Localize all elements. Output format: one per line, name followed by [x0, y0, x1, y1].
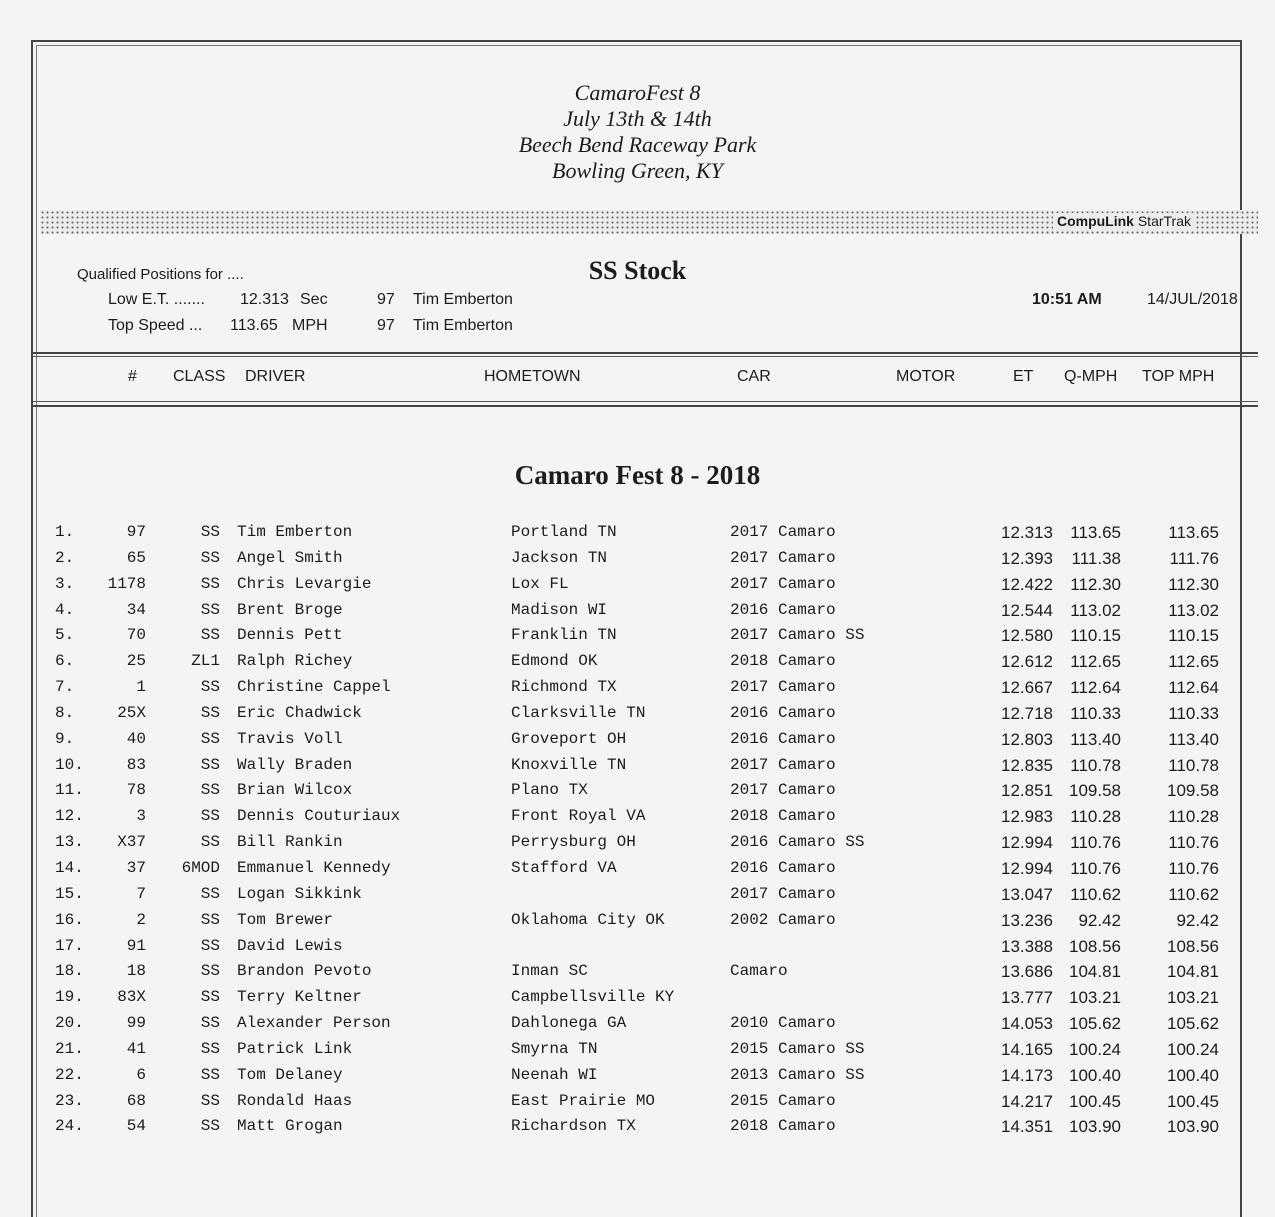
car-model: 2017 Camaro	[730, 755, 836, 774]
hometown: Knoxville TN	[511, 755, 627, 774]
car-class: SS	[200, 574, 220, 593]
top-speed-row	[0, 317, 1275, 339]
row-position: 4.	[55, 600, 75, 619]
car-number: 1178	[107, 574, 146, 593]
header-rule-bottom-inner	[33, 401, 1258, 402]
car-class: SS	[200, 755, 220, 774]
hometown: Richardson TX	[511, 1117, 636, 1136]
elapsed-time: 13.686	[1001, 962, 1053, 982]
elapsed-time: 14.173	[1001, 1065, 1053, 1085]
hometown: Franklin TN	[511, 626, 617, 645]
elapsed-time: 12.718	[1001, 703, 1053, 723]
top-mph: 108.56	[1167, 936, 1219, 956]
top-mph: 103.90	[1167, 1117, 1219, 1137]
qualifying-mph: 103.21	[1069, 988, 1121, 1008]
hometown: Plano TX	[511, 781, 588, 800]
hometown: Richmond TX	[511, 678, 617, 697]
qualifying-mph: 111.38	[1071, 548, 1121, 568]
driver-name: Rondald Haas	[237, 1091, 353, 1110]
row-position: 2.	[55, 548, 75, 567]
table-row	[0, 676, 1275, 702]
table-row	[0, 754, 1275, 780]
car-class: 6MOD	[181, 858, 220, 877]
car-number: 97	[126, 523, 146, 541]
car-model: 2018 Camaro	[730, 1117, 836, 1136]
driver-name: Tom Brewer	[237, 910, 334, 929]
car-model: 2017 Camaro	[730, 548, 836, 567]
row-position: 17.	[55, 936, 84, 955]
top-mph: 105.62	[1167, 1014, 1219, 1034]
car-model: 2016 Camaro	[730, 600, 836, 619]
top-mph: 112.64	[1168, 678, 1219, 698]
car-number: 54	[126, 1117, 146, 1136]
table-row	[0, 1090, 1275, 1116]
elapsed-time: 12.667	[1001, 678, 1053, 698]
top-speed-value: 113.65	[230, 317, 278, 334]
driver-name: Matt Grogan	[237, 1117, 343, 1136]
qualifying-mph: 110.15	[1070, 626, 1121, 646]
class-title: SS Stock	[588, 256, 687, 285]
driver-name: Brian Wilcox	[237, 781, 353, 800]
car-number: 25X	[117, 703, 146, 722]
car-number: 34	[126, 600, 146, 619]
elapsed-time: 12.983	[1001, 807, 1053, 827]
hometown: Clarksville TN	[511, 703, 646, 722]
hometown: Edmond OK	[511, 652, 598, 671]
col-car: CAR	[737, 368, 771, 385]
qualifying-mph: 105.62	[1069, 1014, 1121, 1034]
car-class: SS	[200, 833, 220, 852]
hometown: Neenah WI	[511, 1065, 598, 1084]
car-number: 99	[126, 1014, 146, 1033]
hometown: Lox FL	[511, 574, 569, 593]
table-row	[0, 1012, 1275, 1038]
qualifying-mph: 110.62	[1070, 884, 1121, 904]
results-table	[0, 521, 1275, 1141]
car-number: 91	[126, 936, 146, 955]
top-mph: 110.76	[1168, 833, 1219, 853]
table-row	[0, 1038, 1275, 1064]
car-number: X37	[117, 833, 146, 852]
hometown: Dahlonega GA	[511, 1014, 627, 1033]
brand-startrak: StarTrak	[1137, 213, 1191, 229]
elapsed-time: 13.388	[1001, 936, 1053, 956]
table-row	[0, 1064, 1275, 1090]
table-row	[0, 909, 1275, 935]
car-class: SS	[200, 1117, 220, 1136]
table-row	[0, 1115, 1275, 1141]
row-position: 18.	[55, 962, 84, 981]
top-mph: 110.62	[1168, 884, 1219, 904]
row-position: 3.	[55, 574, 75, 593]
car-number: 40	[126, 729, 146, 748]
col-top-mph: TOP MPH	[1142, 368, 1215, 385]
top-mph: 110.76	[1168, 858, 1219, 878]
qualified-label: Qualified Positions for ....	[77, 266, 244, 283]
top-mph: 110.15	[1168, 626, 1219, 646]
col-qmph: Q-MPH	[1064, 368, 1118, 385]
elapsed-time: 12.580	[1001, 626, 1053, 646]
car-number: 18	[126, 962, 146, 981]
driver-name: Tom Delaney	[237, 1065, 343, 1084]
driver-name: Dennis Couturiaux	[237, 807, 401, 826]
table-row	[0, 935, 1275, 961]
car-model: 2017 Camaro	[730, 574, 836, 593]
low-et-label: Low E.T. .......	[108, 291, 205, 308]
driver-name: Christine Cappel	[237, 678, 391, 697]
elapsed-time: 14.165	[1001, 1039, 1053, 1059]
col-class: CLASS	[173, 368, 226, 385]
car-model: Camaro	[730, 962, 788, 981]
elapsed-time: 12.994	[1001, 858, 1053, 878]
row-position: 9.	[55, 729, 75, 748]
top-mph: 103.21	[1167, 988, 1219, 1008]
car-model: 2016 Camaro	[730, 703, 836, 722]
driver-name: Alexander Person	[237, 1014, 391, 1033]
car-model: 2015 Camaro SS	[730, 1039, 865, 1058]
qualifying-mph: 112.64	[1070, 678, 1121, 698]
table-row	[0, 624, 1275, 650]
header-rule-bottom	[33, 405, 1258, 407]
car-class: SS	[200, 807, 220, 826]
top-mph: 92.42	[1176, 910, 1219, 930]
low-et-value: 12.313	[240, 291, 289, 308]
event-name: CamaroFest 8	[574, 80, 701, 105]
table-row	[0, 986, 1275, 1012]
elapsed-time: 13.047	[1001, 884, 1053, 904]
elapsed-time: 12.803	[1001, 729, 1053, 749]
top-mph: 110.28	[1168, 807, 1219, 827]
car-number: 7	[136, 884, 146, 903]
table-row	[0, 573, 1275, 599]
row-position: 19.	[55, 988, 84, 1007]
elapsed-time: 12.393	[1001, 548, 1053, 568]
elapsed-time: 12.422	[1001, 574, 1053, 594]
qualifying-mph: 108.56	[1069, 936, 1121, 956]
top-mph: 112.30	[1168, 574, 1219, 594]
top-mph: 100.45	[1167, 1091, 1219, 1111]
elapsed-time: 12.851	[1001, 781, 1053, 801]
driver-name: Logan Sikkink	[237, 884, 362, 903]
row-position: 23.	[55, 1091, 84, 1110]
top-mph: 113.65	[1168, 523, 1219, 542]
row-position: 6.	[55, 652, 75, 671]
qualifying-mph: 100.45	[1069, 1091, 1121, 1111]
hometown: Oklahoma City OK	[511, 910, 665, 929]
col-hometown: HOMETOWN	[484, 368, 581, 385]
row-position: 12.	[55, 807, 84, 826]
car-number: 25	[126, 652, 146, 671]
qualifying-mph: 100.40	[1069, 1065, 1121, 1085]
car-number: 83	[126, 755, 146, 774]
hometown: Inman SC	[511, 962, 588, 981]
top-mph: 111.76	[1169, 548, 1219, 568]
car-model: 2018 Camaro	[730, 652, 836, 671]
top-mph: 100.24	[1167, 1039, 1219, 1059]
driver-name: Tim Emberton	[237, 523, 353, 541]
hometown: Stafford VA	[511, 858, 617, 877]
hometown: Madison WI	[511, 600, 608, 619]
event-venue: Beech Bend Raceway Park	[518, 132, 757, 157]
car-class: SS	[200, 1065, 220, 1084]
hometown: Portland TN	[511, 523, 617, 541]
timing-system-brand	[1053, 213, 1195, 229]
elapsed-time: 12.612	[1001, 652, 1053, 672]
top-speed-driver: Tim Emberton	[413, 317, 513, 334]
table-row	[0, 702, 1275, 728]
low-et-num: 97	[377, 291, 395, 308]
car-class: SS	[200, 703, 220, 722]
row-position: 16.	[55, 910, 84, 929]
car-number: 70	[126, 626, 146, 645]
car-model: 2015 Camaro	[730, 1091, 836, 1110]
top-mph: 110.78	[1168, 755, 1219, 775]
car-class: SS	[200, 678, 220, 697]
brand-compulink: CompuLink	[1056, 213, 1134, 229]
car-model: 2017 Camaro	[730, 523, 836, 541]
car-number: 65	[126, 548, 146, 567]
elapsed-time: 12.994	[1001, 833, 1053, 853]
table-row	[0, 805, 1275, 831]
car-class: ZL1	[191, 652, 220, 671]
car-class: SS	[200, 1014, 220, 1033]
hometown: Smyrna TN	[511, 1039, 598, 1058]
event-dates: July 13th & 14th	[563, 106, 712, 131]
elapsed-time: 12.544	[1001, 600, 1053, 620]
car-model: 2017 Camaro	[730, 678, 836, 697]
table-row	[0, 599, 1275, 625]
car-model: 2002 Camaro	[730, 910, 836, 929]
driver-name: Terry Keltner	[237, 988, 362, 1007]
row-position: 11.	[55, 781, 84, 800]
car-class: SS	[200, 988, 220, 1007]
driver-name: Brent Broge	[237, 600, 343, 619]
table-row	[0, 547, 1275, 573]
col-motor: MOTOR	[896, 368, 956, 385]
car-number: 3	[136, 807, 146, 826]
qualifying-mph: 112.30	[1070, 574, 1121, 594]
top-mph: 109.58	[1167, 781, 1219, 801]
row-position: 22.	[55, 1065, 84, 1084]
car-class: SS	[200, 962, 220, 981]
row-position: 13.	[55, 833, 84, 852]
driver-name: Travis Voll	[237, 729, 343, 748]
qualifying-mph: 113.40	[1070, 729, 1121, 749]
race-title: Camaro Fest 8 - 2018	[514, 460, 761, 490]
header-rule-top-inner	[33, 356, 1258, 357]
row-position: 5.	[55, 626, 75, 645]
car-number: 68	[126, 1091, 146, 1110]
elapsed-time: 14.351	[1001, 1117, 1053, 1137]
event-location: Bowling Green, KY	[552, 158, 723, 183]
driver-name: Angel Smith	[237, 548, 343, 567]
row-position: 1.	[55, 523, 75, 541]
report-time: 10:51 AM	[1032, 291, 1102, 308]
car-number: 41	[126, 1039, 146, 1058]
row-position: 7.	[55, 678, 75, 697]
car-number: 1	[136, 678, 146, 697]
qualifying-mph: 110.76	[1070, 833, 1121, 853]
hometown: Jackson TN	[511, 548, 608, 567]
qualifying-mph: 100.24	[1069, 1039, 1121, 1059]
driver-name: Patrick Link	[237, 1039, 353, 1058]
qualifying-mph: 110.78	[1070, 755, 1121, 775]
top-mph: 112.65	[1168, 652, 1219, 672]
car-class: SS	[200, 910, 220, 929]
event-header	[0, 80, 1275, 184]
top-mph: 113.40	[1168, 729, 1219, 749]
col-et: ET	[1013, 368, 1034, 385]
row-position: 14.	[55, 858, 84, 877]
row-position: 21.	[55, 1039, 84, 1058]
car-model: 2017 Camaro SS	[730, 626, 865, 645]
top-speed-unit: MPH	[292, 317, 328, 334]
car-number: 83X	[117, 988, 146, 1007]
driver-name: Dennis Pett	[237, 626, 343, 645]
top-mph: 110.33	[1168, 703, 1219, 723]
top-speed-label: Top Speed ...	[108, 317, 203, 334]
elapsed-time: 13.236	[1001, 910, 1053, 930]
driver-name: Brandon Pevoto	[237, 962, 372, 981]
qualifying-mph: 113.02	[1070, 600, 1121, 620]
elapsed-time: 12.313	[1001, 523, 1053, 542]
car-class: SS	[200, 626, 220, 645]
qualifying-mph: 112.65	[1070, 652, 1121, 672]
table-row	[0, 650, 1275, 676]
driver-name: Eric Chadwick	[237, 703, 362, 722]
car-class: SS	[200, 600, 220, 619]
qualifying-mph: 113.65	[1070, 523, 1121, 542]
hometown: Campbellsville KY	[511, 988, 675, 1007]
qualifying-mph: 110.28	[1070, 807, 1121, 827]
col-num: #	[128, 368, 137, 385]
row-position: 24.	[55, 1117, 84, 1136]
table-row	[0, 857, 1275, 883]
hometown: Perrysburg OH	[511, 833, 636, 852]
qualifying-mph: 103.90	[1069, 1117, 1121, 1137]
report-date: 14/JUL/2018	[1147, 291, 1238, 308]
car-model: 2010 Camaro	[730, 1014, 836, 1033]
driver-name: Chris Levargie	[237, 574, 372, 593]
car-class: SS	[200, 936, 220, 955]
car-model: 2018 Camaro	[730, 807, 836, 826]
car-class: SS	[200, 1039, 220, 1058]
top-mph: 113.02	[1168, 600, 1219, 620]
table-row	[0, 779, 1275, 805]
car-class: SS	[200, 523, 220, 541]
car-number: 37	[126, 858, 146, 877]
car-model: 2013 Camaro SS	[730, 1065, 865, 1084]
driver-name: Bill Rankin	[237, 833, 343, 852]
table-row	[0, 883, 1275, 909]
hometown: Front Royal VA	[511, 807, 646, 826]
row-position: 10.	[55, 755, 84, 774]
car-class: SS	[200, 781, 220, 800]
car-model: 2017 Camaro	[730, 884, 836, 903]
driver-name: Emmanuel Kennedy	[237, 858, 391, 877]
table-row	[0, 960, 1275, 986]
car-class: SS	[200, 729, 220, 748]
car-number: 6	[136, 1065, 146, 1084]
elapsed-time: 12.835	[1001, 755, 1053, 775]
elapsed-time: 14.217	[1001, 1091, 1053, 1111]
row-position: 20.	[55, 1014, 84, 1033]
car-model: 2016 Camaro	[730, 729, 836, 748]
top-mph: 100.40	[1167, 1065, 1219, 1085]
row-position: 15.	[55, 884, 84, 903]
hometown: Groveport OH	[511, 729, 627, 748]
column-headers	[0, 368, 1275, 390]
car-class: SS	[200, 548, 220, 567]
header-rule-top	[33, 352, 1258, 354]
qualifying-mph: 104.81	[1069, 962, 1121, 982]
hometown: East Prairie MO	[511, 1091, 656, 1110]
low-et-unit: Sec	[300, 291, 328, 308]
top-speed-num: 97	[377, 317, 395, 334]
qualifying-mph: 92.42	[1078, 910, 1121, 930]
col-driver: DRIVER	[245, 368, 306, 385]
qualifying-mph: 109.58	[1069, 781, 1121, 801]
table-row	[0, 521, 1275, 547]
low-et-driver: Tim Emberton	[413, 291, 513, 308]
row-position: 8.	[55, 703, 75, 722]
car-number: 2	[136, 910, 146, 929]
top-mph: 104.81	[1167, 962, 1219, 982]
car-class: SS	[200, 884, 220, 903]
table-row	[0, 728, 1275, 754]
driver-name: David Lewis	[237, 936, 343, 955]
driver-name: Ralph Richey	[237, 652, 353, 671]
table-row	[0, 831, 1275, 857]
elapsed-time: 14.053	[1001, 1014, 1053, 1034]
car-model: 2016 Camaro SS	[730, 833, 865, 852]
car-class: SS	[200, 1091, 220, 1110]
qualifying-mph: 110.76	[1070, 858, 1121, 878]
elapsed-time: 13.777	[1001, 988, 1053, 1008]
car-model: 2017 Camaro	[730, 781, 836, 800]
car-number: 78	[126, 781, 146, 800]
driver-name: Wally Braden	[237, 755, 353, 774]
qualifying-mph: 110.33	[1070, 703, 1121, 723]
car-model: 2016 Camaro	[730, 858, 836, 877]
